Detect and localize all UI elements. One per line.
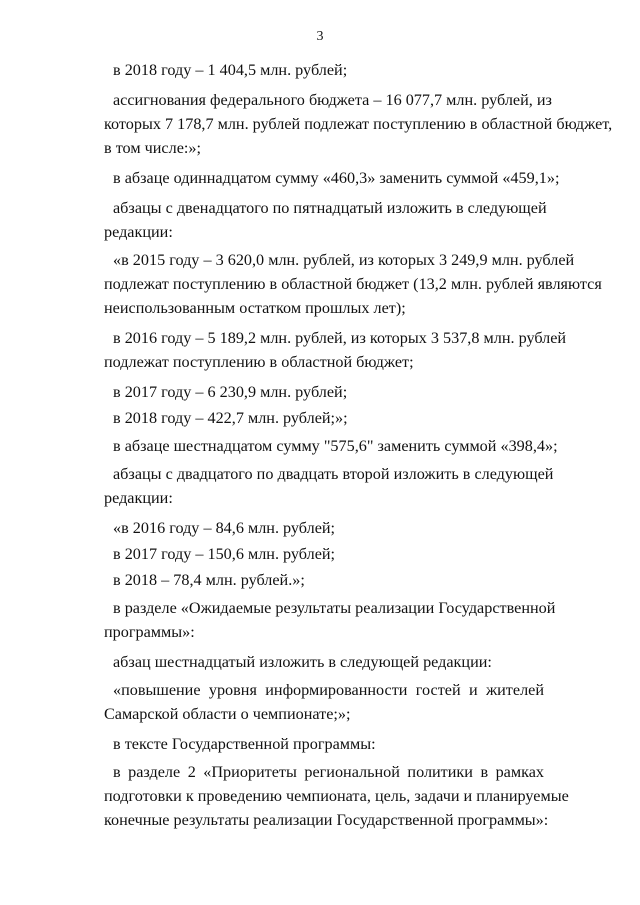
text-line: программы»:	[104, 623, 195, 641]
text-line: Самарской области о чемпионате;»;	[104, 705, 351, 723]
text-line: в 2018 году – 422,7 млн. рублей;»;	[113, 409, 348, 427]
page-number: 3	[316, 29, 324, 44]
text-line: подлежат поступлению в областной бюджет;	[104, 353, 414, 371]
text-line: в 2018 – 78,4 млн. рублей.»;	[113, 571, 305, 589]
text-line: в 2016 году – 5 189,2 млн. рублей, из которых 3 537,8 млн. рублей	[113, 329, 567, 347]
text-line: конечные результаты реализации Государственной программы»:	[104, 811, 549, 829]
text-line: абзацы с двадцатого по двадцать второй изложить в следующей	[113, 465, 554, 483]
text-line: редакции:	[104, 489, 173, 507]
text-line: в 2018 году – 1 404,5 млн. рублей;	[113, 61, 348, 79]
text-line: редакции:	[104, 223, 173, 241]
text-line: в тексте Государственной программы:	[113, 735, 376, 753]
text-line: которых 7 178,7 млн. рублей подлежат поступлению в областной бюджет,	[104, 115, 613, 133]
text-line: абзацы с двенадцатого по пятнадцатый изложить в следующей	[113, 199, 547, 217]
text-line: в 2017 году – 6 230,9 млн. рублей;	[113, 383, 348, 401]
text-line: в разделе «Ожидаемые результаты реализации Государственной	[113, 599, 556, 617]
text-line: в абзаце шестнадцатом сумму "575,6" заменить суммой «398,4»;	[113, 437, 558, 455]
text-line: в абзаце одиннадцатом сумму «460,3» заменить суммой «459,1»;	[113, 169, 560, 187]
text-line: «в 2015 году – 3 620,0 млн. рублей, из которых 3 249,9 млн. рублей	[113, 251, 575, 269]
text-line: «повышение уровня информированности гостей и жителей	[113, 681, 544, 699]
text-line: неиспользованным остатком прошлых лет);	[104, 299, 406, 317]
text-line: «в 2016 году – 84,6 млн. рублей;	[113, 519, 336, 537]
text-line: в 2017 году – 150,6 млн. рублей;	[113, 545, 336, 563]
text-line: в том числе:»;	[104, 139, 201, 157]
text-line: ассигнования федерального бюджета – 16 077,7 млн. рублей, из	[113, 91, 552, 109]
text-line: в разделе 2 «Приоритеты региональной политики в рамках	[113, 763, 544, 781]
text-line: абзац шестнадцатый изложить в следующей редакции:	[113, 653, 492, 671]
text-line: подлежат поступлению в областной бюджет (13,2 млн. рублей являются	[104, 275, 602, 293]
text-line: подготовки к проведению чемпионата, цель, задачи и планируемые	[104, 787, 569, 805]
